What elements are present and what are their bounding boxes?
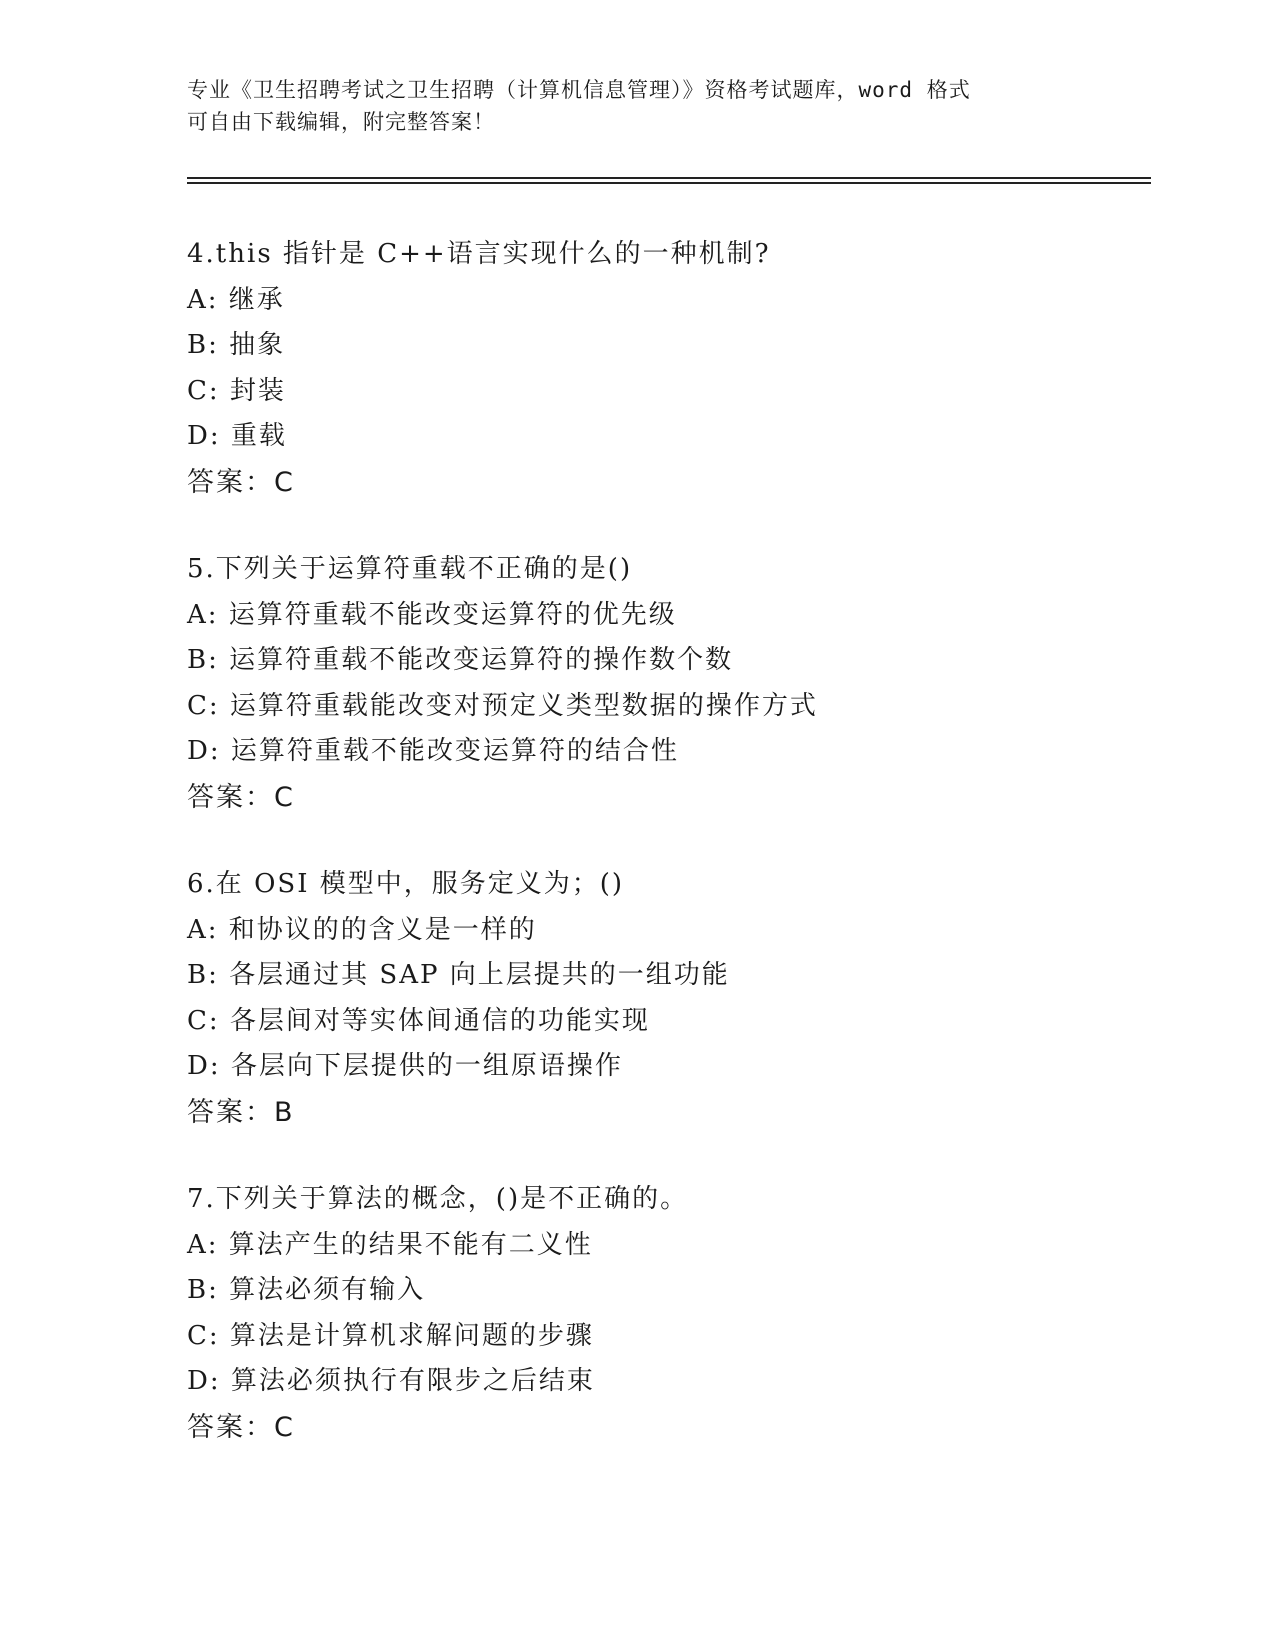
- question-title: 7.下列关于算法的概念，()是不正确的。: [187, 1184, 689, 1214]
- answer-value: C: [274, 781, 294, 813]
- header-divider-bottom: [187, 182, 1151, 184]
- option-b: B: 抽象: [187, 330, 286, 361]
- answer-label: 答案：: [187, 781, 274, 813]
- option-a: A: 算法产生的结果不能有二义性: [187, 1229, 593, 1260]
- option-c: C: 各层间对等实体间通信的功能实现: [187, 1005, 650, 1036]
- question-4: [187, 232, 1147, 506]
- answer-label: 答案：: [187, 466, 274, 498]
- question-5: [187, 547, 1147, 821]
- option-b: B: 运算符重载不能改变运算符的操作数个数: [187, 645, 734, 676]
- answer-line: [187, 775, 1147, 821]
- answer-line: [187, 460, 1147, 506]
- document-header: [187, 74, 1087, 138]
- option-a: A: 和协议的的含义是一样的: [187, 914, 537, 945]
- question-title: 5.下列关于运算符重载不正确的是(): [187, 554, 633, 584]
- option-a: A: 继承: [187, 284, 285, 315]
- option-d: D: 各层向下层提供的一组原语操作: [187, 1051, 623, 1082]
- answer-value: C: [274, 466, 294, 498]
- answer-value: B: [274, 1096, 294, 1128]
- option-c: C: 封装: [187, 375, 286, 406]
- option-d: D: 重载: [187, 421, 287, 452]
- header-line-2: 可自由下载编辑，附完整答案！: [187, 110, 495, 134]
- answer-label: 答案：: [187, 1096, 274, 1128]
- option-b: B: 各层通过其 SAP 向上层提共的一组功能: [187, 960, 730, 991]
- answer-label: 答案：: [187, 1411, 274, 1443]
- header-divider-top: [187, 177, 1151, 179]
- option-c: C: 算法是计算机求解问题的步骤: [187, 1320, 594, 1351]
- question-title: 4.this 指针是 C++语言实现什么的一种机制?: [187, 239, 771, 269]
- option-c: C: 运算符重载能改变对预定义类型数据的操作方式: [187, 690, 818, 721]
- answer-value: C: [274, 1411, 294, 1443]
- question-6: [187, 862, 1147, 1136]
- question-title: 6.在 OSI 模型中，服务定义为；(): [187, 869, 625, 899]
- option-d: D: 运算符重载不能改变运算符的结合性: [187, 736, 679, 767]
- answer-line: [187, 1405, 1147, 1451]
- answer-line: [187, 1090, 1147, 1136]
- option-b: B: 算法必须有输入: [187, 1275, 426, 1306]
- option-a: A: 运算符重载不能改变运算符的优先级: [187, 599, 677, 630]
- option-d: D: 算法必须执行有限步之后结束: [187, 1366, 595, 1397]
- question-7: [187, 1177, 1147, 1451]
- header-line-1: 专业《卫生招聘考试之卫生招聘（计算机信息管理）》资格考试题库，word 格式: [187, 78, 971, 102]
